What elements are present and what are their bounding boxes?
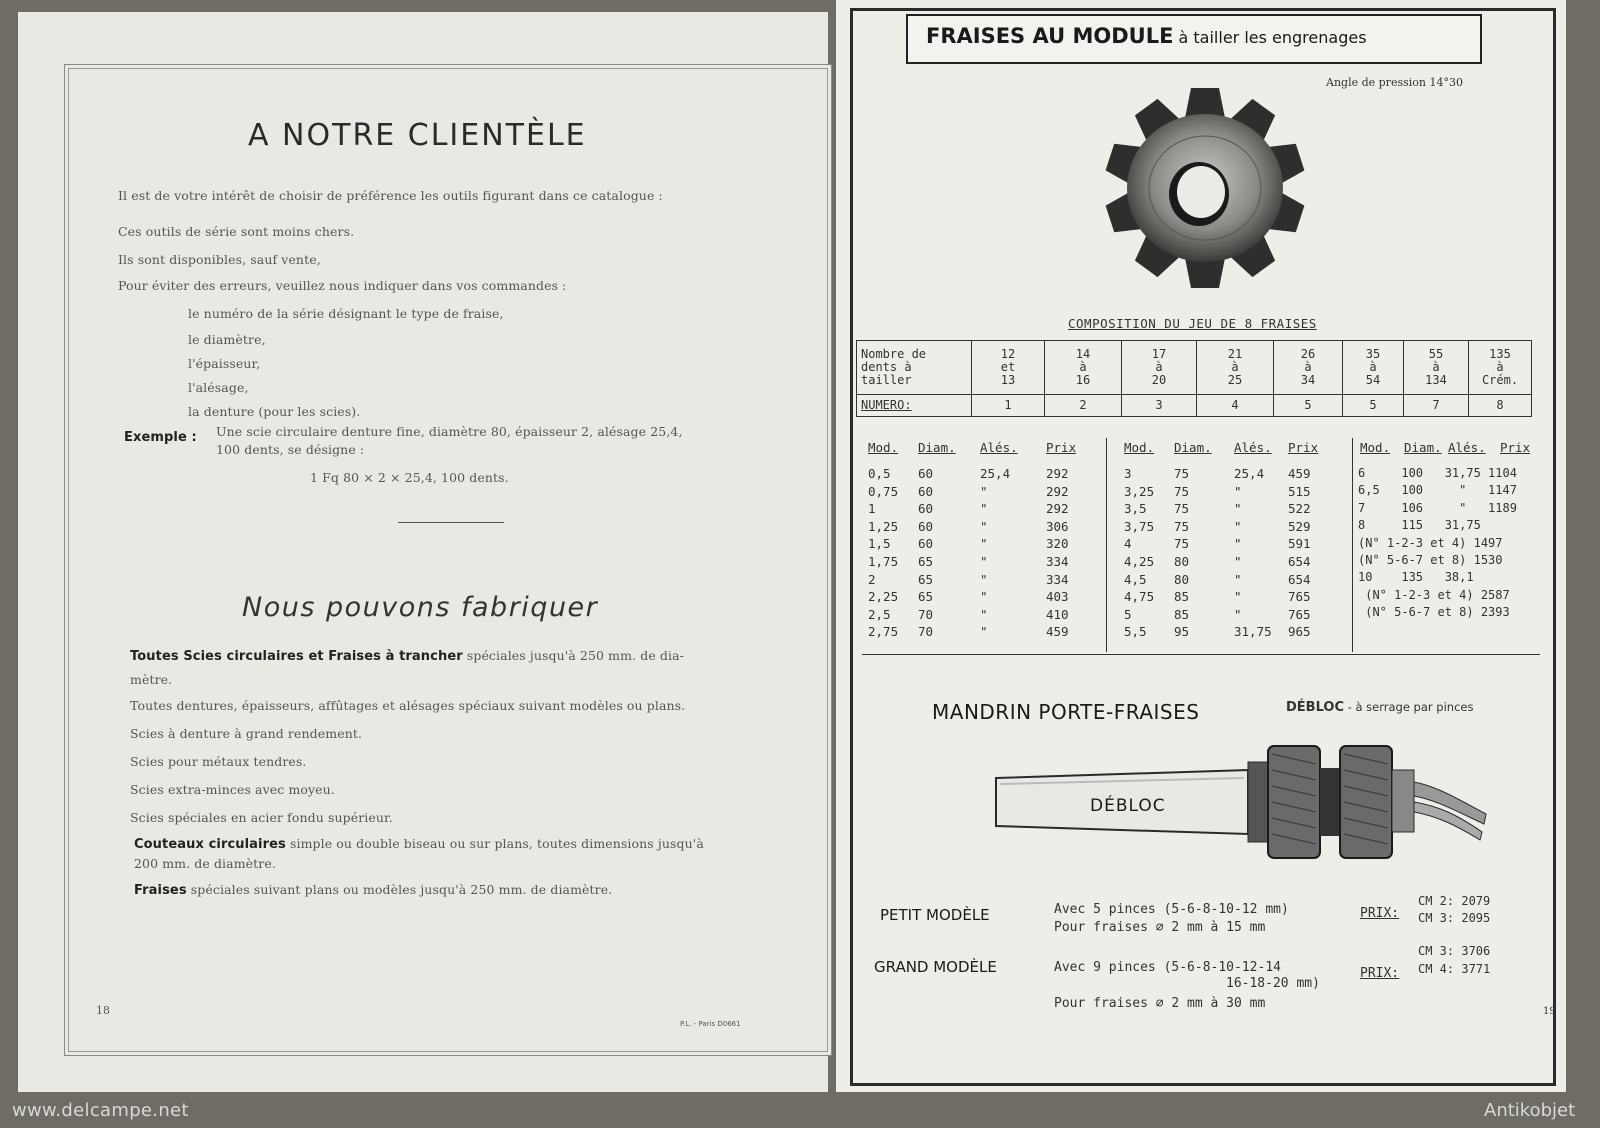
fab-line-1	[130, 648, 684, 664]
price-header: Mod.	[868, 440, 899, 455]
fab-line-3: Scies à denture à grand rendement.	[130, 726, 363, 741]
teeth-label-1: Nombre de	[861, 347, 927, 361]
intro-line-3: Ils sont disponibles, sauf vente,	[118, 252, 321, 267]
price-cell: 292	[1046, 501, 1069, 517]
price-cell: 334	[1046, 571, 1069, 587]
fab-2-rest: simple ou double biseau ou sur plans, toutes dimensions jusqu'à	[285, 836, 704, 851]
order-item-4: l'alésage,	[188, 380, 249, 395]
price-cell: 80	[1174, 571, 1190, 587]
left-page-frame	[64, 64, 832, 1056]
price-cell: 4,25	[1124, 554, 1155, 569]
price-cell: 4,5	[1124, 571, 1147, 587]
cutter-number: 8	[1469, 395, 1532, 417]
page-number-left: 18	[96, 1004, 110, 1017]
price-cell: 75	[1174, 536, 1190, 552]
cutter-number: 3	[1122, 395, 1197, 417]
cutter-number: 4	[1197, 395, 1274, 417]
teeth-cell	[972, 341, 1045, 395]
price-header: Alés.	[1448, 440, 1486, 455]
example-label: Exemple :	[124, 430, 197, 445]
price-cell: 2	[868, 571, 876, 587]
fab-line-4: Scies pour métaux tendres.	[130, 754, 307, 769]
price-cell: "	[980, 624, 988, 640]
price-row-col3: 7 106 " 1189	[1358, 500, 1517, 515]
price-header: Alés.	[1234, 440, 1272, 455]
price-cell: 306	[1046, 518, 1069, 534]
price-cell: 522	[1288, 501, 1311, 517]
price-cell: 3	[1124, 466, 1132, 481]
teeth-cell	[1404, 341, 1469, 395]
teeth-label-2: dents à	[861, 360, 912, 374]
price-cell: 60	[918, 501, 934, 517]
price-cell: "	[1234, 483, 1242, 499]
price-header: Diam.	[1174, 440, 1212, 455]
teeth-range-start: 21	[1227, 347, 1243, 361]
price-cell: 60	[918, 483, 934, 499]
price-cell: 403	[1046, 589, 1069, 605]
price-cell: 2,75	[868, 624, 899, 640]
grand-modele-line-1: Avec 9 pinces (5-6-8-10-12-14	[1054, 960, 1281, 975]
price-cell: 459	[1288, 466, 1311, 481]
price-cell: "	[1234, 518, 1242, 534]
price-cell: 65	[918, 554, 934, 569]
price-cell: 75	[1174, 501, 1190, 517]
price-cell: 70	[918, 606, 934, 622]
price-divider-1	[1106, 438, 1107, 652]
composition-title: COMPOSITION DU JEU DE 8 FRAISES	[1068, 316, 1317, 331]
fab-line-1-cont: mètre.	[130, 672, 173, 687]
fab-line-7-cont: 200 mm. de diamètre.	[134, 856, 276, 871]
price-cell: 25,4	[1234, 466, 1265, 481]
teeth-range-sep: à	[1496, 360, 1504, 374]
fab-line-7	[134, 836, 704, 852]
price-cell: 5,5	[1124, 624, 1147, 640]
price-header: Mod.	[1360, 440, 1391, 455]
teeth-cell	[1274, 341, 1343, 395]
price-cell: "	[1234, 571, 1242, 587]
price-cell: 515	[1288, 483, 1311, 499]
teeth-range-end: 54	[1365, 373, 1381, 387]
example-formula: 1 Fq 80 × 2 × 25,4, 100 dents.	[310, 470, 509, 485]
price-cell: "	[980, 589, 988, 605]
price-divider-2	[1352, 438, 1353, 652]
example-text-2: 100 dents, se désigne :	[216, 442, 365, 457]
fab-1-bold: Toutes Scies circulaires et Fraises à trancher	[130, 649, 463, 664]
chuck-image	[986, 740, 1506, 860]
petit-prix-label: PRIX:	[1360, 906, 1400, 921]
price-bottom-rule	[862, 654, 1540, 655]
teeth-range-start: 14	[1075, 347, 1091, 361]
fab-3-bold: Fraises	[134, 883, 187, 898]
teeth-range-start: 26	[1300, 347, 1316, 361]
order-item-2: le diamètre,	[188, 332, 266, 347]
teeth-range-sep: à	[1304, 360, 1312, 374]
clientele-title: A NOTRE CLIENTÈLE	[248, 118, 587, 153]
numero-label: NUMERO:	[857, 395, 972, 417]
teeth-range-end: 34	[1300, 373, 1316, 387]
example-text-1: Une scie circulaire denture fine, diamètre 80, épaisseur 2, alésage 25,4,	[216, 424, 683, 439]
price-header: Alés.	[980, 440, 1018, 455]
price-cell: 320	[1046, 536, 1069, 552]
price-cell: 591	[1288, 536, 1311, 552]
price-cell: 65	[918, 571, 934, 587]
price-cell: 3,75	[1124, 518, 1155, 534]
teeth-range-sep: et	[1000, 360, 1016, 374]
price-cell: "	[980, 536, 988, 552]
teeth-range-sep: à	[1432, 360, 1440, 374]
teeth-range-sep: à	[1155, 360, 1163, 374]
price-header: Prix	[1046, 440, 1077, 455]
teeth-range-sep: à	[1369, 360, 1377, 374]
price-cell: 75	[1174, 466, 1190, 481]
gear-cutter-image	[1100, 70, 1310, 300]
watermark-left: www.delcampe.net	[12, 1100, 189, 1121]
price-cell: 60	[918, 536, 934, 552]
price-row-col3: 10 135 38,1	[1358, 570, 1474, 585]
grand-price-2: CM 4: 3771	[1418, 962, 1491, 976]
teeth-range-start: 35	[1365, 347, 1381, 361]
petit-modele-line-1: Avec 5 pinces (5-6-8-10-12 mm)	[1054, 902, 1289, 917]
price-row-col3: 8 115 31,75	[1358, 518, 1481, 533]
teeth-range-sep: à	[1079, 360, 1087, 374]
price-cell: "	[1234, 501, 1242, 517]
teeth-range-end: 16	[1075, 373, 1091, 387]
price-cell: 765	[1288, 606, 1311, 622]
price-header: Prix	[1500, 440, 1531, 455]
price-cell: "	[1234, 606, 1242, 622]
price-cell: 292	[1046, 483, 1069, 499]
price-cell: 1	[868, 501, 876, 517]
teeth-range-end: 13	[1000, 373, 1016, 387]
cutter-number: 7	[1404, 395, 1469, 417]
price-cell: 1,5	[868, 536, 891, 552]
price-header: Diam.	[1404, 440, 1442, 455]
price-cell: 4,75	[1124, 589, 1155, 605]
fab-line-2: Toutes dentures, épaisseurs, affûtages et alésages spéciaux suivant modèles ou plans.	[130, 698, 686, 713]
composition-table	[856, 340, 1532, 417]
teeth-range-end: 134	[1425, 373, 1447, 387]
teeth-range-end: 20	[1151, 373, 1167, 387]
cutter-number: 2	[1045, 395, 1122, 417]
price-header: Diam.	[918, 440, 956, 455]
header-title	[926, 24, 1367, 48]
price-cell: 3,5	[1124, 501, 1147, 517]
fab-line-8	[134, 882, 612, 898]
price-cell: 60	[918, 518, 934, 534]
grand-modele-name: GRAND MODÈLE	[874, 958, 997, 976]
pressure-angle: Angle de pression 14°30	[1326, 76, 1463, 89]
price-cell: 654	[1288, 571, 1311, 587]
price-cell: 1,25	[868, 518, 899, 534]
petit-modele-name: PETIT MODÈLE	[880, 906, 990, 924]
grand-modele-line-2: 16-18-20 mm)	[1226, 976, 1320, 991]
price-cell: 1,75	[868, 554, 899, 569]
price-cell: 95	[1174, 624, 1190, 640]
price-cell: 4	[1124, 536, 1132, 552]
separator-rule	[398, 522, 504, 523]
price-cell: 3,25	[1124, 483, 1155, 499]
grand-prix-label: PRIX:	[1360, 966, 1400, 981]
teeth-range-sep: à	[1231, 360, 1239, 374]
price-cell: "	[980, 554, 988, 569]
price-cell: 0,5	[868, 466, 891, 481]
chuck-label: DÉBLOC	[1090, 796, 1166, 816]
price-row-col3: 6 100 31,75 1104	[1358, 466, 1517, 480]
cutter-number: 5	[1343, 395, 1404, 417]
price-cell: 65	[918, 589, 934, 605]
teeth-range-start: 135	[1489, 347, 1511, 361]
price-header: Prix	[1288, 440, 1319, 455]
teeth-cell	[1197, 341, 1274, 395]
teeth-range-end: 25	[1227, 373, 1243, 387]
fab-line-6: Scies spéciales en acier fondu supérieur.	[130, 810, 393, 825]
teeth-label-3: tailler	[861, 373, 912, 387]
price-cell: "	[980, 483, 988, 499]
intro-line-1: Il est de votre intérêt de choisir de préférence les outils figurant dans ce catalogue :	[118, 188, 663, 203]
page-number-right: 19	[1543, 1006, 1556, 1017]
petit-price-2: CM 3: 2095	[1418, 911, 1491, 925]
price-cell: 965	[1288, 624, 1311, 640]
price-cell: "	[980, 518, 988, 534]
petit-modele-line-2: Pour fraises ∅ 2 mm à 15 mm	[1054, 920, 1266, 935]
fab-3-rest: spéciales suivant plans ou modèles jusqu'à 250 mm. de diamètre.	[186, 882, 613, 897]
price-cell: "	[980, 571, 988, 587]
fab-1-rest: spéciales jusqu'à 250 mm. de dia-	[462, 648, 684, 663]
teeth-range-start: 55	[1428, 347, 1444, 361]
price-cell: "	[1234, 589, 1242, 605]
mandrin-brand: DÉBLOC	[1286, 700, 1344, 715]
fab-line-5: Scies extra-minces avec moyeu.	[130, 782, 335, 797]
price-cell: 75	[1174, 518, 1190, 534]
price-cell: 85	[1174, 589, 1190, 605]
teeth-cell	[1045, 341, 1122, 395]
teeth-range-start: 12	[1000, 347, 1016, 361]
price-cell: 654	[1288, 554, 1311, 569]
price-cell: 31,75	[1234, 624, 1272, 640]
price-header: Mod.	[1124, 440, 1155, 455]
order-item-1: le numéro de la série désignant le type de fraise,	[188, 306, 504, 321]
price-cell: 459	[1046, 624, 1069, 640]
header-part-2: à tailler les engrenages	[1173, 28, 1367, 47]
watermark-right: Antikobjet	[1484, 1100, 1576, 1121]
teeth-cell	[1122, 341, 1197, 395]
grand-modele-line-3: Pour fraises ∅ 2 mm à 30 mm	[1054, 996, 1266, 1011]
price-row-col3: (N° 5-6-7 et 8) 1530	[1358, 553, 1503, 567]
price-row-col3: (N° 1-2-3 et 4) 1497	[1358, 535, 1503, 550]
price-cell: 0,75	[868, 483, 899, 499]
order-item-5: la denture (pour les scies).	[188, 404, 361, 419]
price-cell: 765	[1288, 589, 1311, 605]
price-cell: 5	[1124, 606, 1132, 622]
price-cell: 529	[1288, 518, 1311, 534]
mandrin-sub-text: - à serrage par pinces	[1344, 700, 1474, 714]
intro-line-4: Pour éviter des erreurs, veuillez nous indiquer dans vos commandes :	[118, 278, 567, 293]
price-cell: 2,5	[868, 606, 891, 622]
teeth-cell	[1343, 341, 1404, 395]
grand-price-1: CM 3: 3706	[1418, 944, 1491, 958]
cutter-number: 5	[1274, 395, 1343, 417]
fabriquer-title: Nous pouvons fabriquer	[242, 592, 599, 623]
price-cell: 292	[1046, 466, 1069, 481]
petit-price-1: CM 2: 2079	[1418, 894, 1491, 908]
price-row-col3: (N° 1-2-3 et 4) 2587	[1358, 587, 1510, 602]
price-row-col3: (N° 5-6-7 et 8) 2393	[1358, 605, 1510, 620]
teeth-range-start: 17	[1151, 347, 1167, 361]
price-cell: 80	[1174, 554, 1190, 569]
price-cell: 85	[1174, 606, 1190, 622]
order-item-3: l'épaisseur,	[188, 356, 261, 371]
teeth-label-cell	[857, 341, 972, 395]
price-cell: 75	[1174, 483, 1190, 499]
printer-mark: P.L. - Paris D0661	[680, 1020, 741, 1028]
header-part-1: FRAISES AU MODULE	[926, 24, 1174, 48]
teeth-cell	[1469, 341, 1532, 395]
price-cell: 25,4	[980, 466, 1011, 481]
price-row-col3: 6,5 100 " 1147	[1358, 483, 1517, 498]
price-cell: 60	[918, 466, 934, 481]
price-cell: "	[980, 501, 988, 517]
price-cell: 2,25	[868, 589, 899, 605]
price-cell: 410	[1046, 606, 1069, 622]
mandrin-subtitle	[1286, 700, 1473, 715]
mandrin-title: MANDRIN PORTE-FRAISES	[932, 700, 1200, 724]
teeth-range-end: Crém.	[1481, 373, 1519, 387]
price-cell: 334	[1046, 554, 1069, 569]
cutter-number: 1	[972, 395, 1045, 417]
fab-2-bold: Couteaux circulaires	[134, 837, 286, 852]
price-cell: "	[1234, 536, 1242, 552]
price-cell: "	[1234, 554, 1242, 569]
price-cell: "	[980, 606, 988, 622]
price-cell: 70	[918, 624, 934, 640]
intro-line-2: Ces outils de série sont moins chers.	[118, 224, 355, 239]
